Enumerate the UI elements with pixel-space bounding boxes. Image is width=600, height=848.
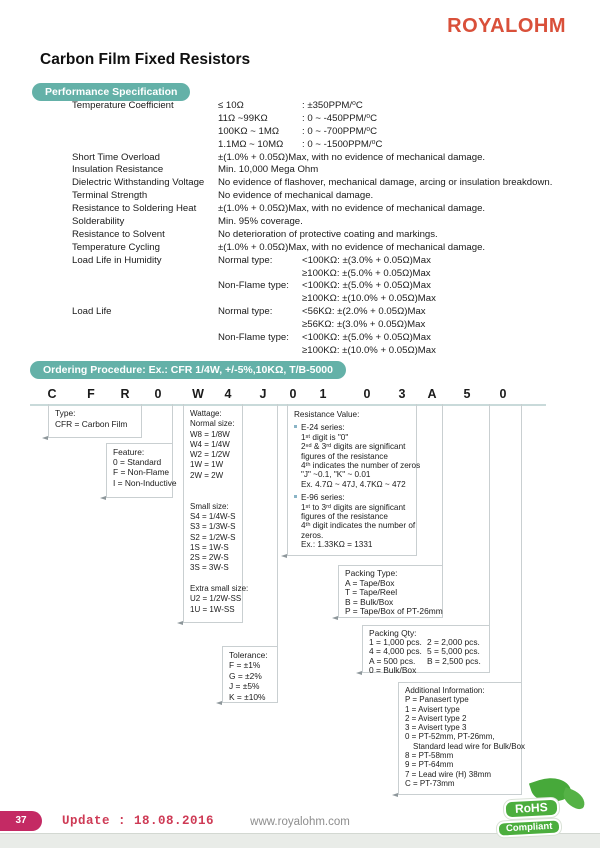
- box-resistance-value: [287, 404, 421, 556]
- box-line: 4ᵗʰ digit indicates the number of: [301, 521, 416, 531]
- spec-row-label: Load Life: [72, 306, 112, 318]
- spec-line: [218, 113, 577, 126]
- box-line: 2S = 2W-S: [190, 553, 229, 563]
- box-line: 3 = Avisert type 3: [405, 723, 467, 733]
- spec-row-values: [218, 242, 577, 255]
- box-line: 1S = 1W-S: [190, 542, 229, 552]
- spec-row: [72, 190, 577, 203]
- box-line: P = Panasert type: [405, 695, 469, 705]
- spec-line: [218, 280, 577, 293]
- spec-condition: Normal type:: [218, 306, 273, 318]
- page-title: Carbon Film Fixed Resistors: [40, 51, 251, 68]
- rohs-compliant-label: Compliant: [497, 818, 562, 837]
- box-line: 8 = PT-58mm: [405, 751, 454, 761]
- spec-row-values: [218, 177, 577, 190]
- box-line: S4 = 1/4W-S: [190, 511, 236, 521]
- spec-line: [218, 126, 577, 139]
- spec-row-values: [218, 255, 577, 307]
- box-line: Packing Type:: [345, 568, 398, 578]
- code-char: 4: [224, 387, 232, 401]
- box-line: 1W = 1W: [190, 460, 224, 470]
- ordering-section-header: Ordering Procedure: Ex.: CFR 1/4W, +/-5%,10KΩ, T/B-5000: [30, 361, 346, 379]
- box-line: Standard lead wire for Bulk/Box: [413, 741, 526, 751]
- spec-line: [218, 242, 577, 255]
- box-line: Type:: [55, 408, 76, 418]
- spec-line: [218, 190, 577, 203]
- spec-row-label: Terminal Strength: [72, 190, 148, 202]
- spec-value: : 0 ~ -1500PPM/⁰C: [302, 138, 383, 150]
- spec-row: [72, 177, 577, 190]
- spec-line: [218, 164, 577, 177]
- spec-row: [72, 203, 577, 216]
- box-line: C = PT-73mm: [405, 778, 455, 788]
- spec-line: [218, 203, 577, 216]
- spec-row: [72, 306, 577, 358]
- spec-row-label: Resistance to Solvent: [72, 228, 165, 240]
- spec-row-values: [218, 306, 577, 358]
- spec-line: [218, 268, 577, 281]
- code-char: 0: [154, 387, 162, 401]
- spec-value: <100KΩ: ±(3.0% + 0.05Ω)Max: [302, 254, 431, 266]
- box-line: Wattage:: [190, 409, 222, 418]
- series-heading-text: E-96 series:: [301, 493, 345, 503]
- box-line: zeros.: [301, 530, 324, 540]
- box-line: 4ᵗʰ indicates the number of zeros: [301, 460, 421, 470]
- spec-line: [218, 177, 577, 190]
- spec-row: [72, 100, 577, 152]
- spec-condition: 1.1MΩ ~ 10MΩ: [218, 138, 284, 150]
- box-line: K = ±10%: [229, 691, 266, 702]
- spec-row-values: [218, 216, 577, 229]
- code-char: C: [47, 387, 57, 401]
- box-wattage: [183, 404, 249, 623]
- spec-line: [218, 293, 577, 306]
- spec-value: <56KΩ: ±(2.0% + 0.05Ω)Max: [302, 306, 426, 318]
- box-line: W2 = 1/2W: [190, 450, 230, 460]
- spec-row-label: Temperature Coefficient: [72, 100, 174, 111]
- spec-row: [72, 216, 577, 229]
- code-char: 0: [289, 387, 297, 401]
- box-line: 1 = Avisert type: [405, 704, 460, 714]
- code-char: 0: [363, 387, 371, 401]
- spec-line: [218, 332, 577, 345]
- qty-option: 1 = 1,000 pcs.: [369, 637, 422, 648]
- qty-option: 2 = 2,000 pcs.: [427, 637, 480, 648]
- box-line: "J" ~0.1, "K" ~ 0.01: [301, 470, 371, 480]
- spec-row: [72, 164, 577, 177]
- box-line: W8 = 1/8W: [190, 429, 230, 439]
- spec-value: ±(1.0% + 0.05Ω)Max, with no evidence of mechanical damage.: [218, 151, 486, 163]
- brand-logo: ROYALOHM: [447, 15, 566, 37]
- spec-line: [218, 345, 577, 358]
- spec-row-label: Short Time Overload: [72, 151, 160, 163]
- box-line: S2 = 1/2W-S: [190, 532, 236, 542]
- box-line: figures of the resistance: [301, 451, 388, 461]
- box-packing-qty: [362, 625, 490, 673]
- connector-line-additional-info: [521, 404, 522, 682]
- box-line: A = Tape/Box: [345, 577, 395, 588]
- connector-line-feature: [172, 404, 173, 443]
- spec-line: [218, 152, 577, 165]
- spec-row-values: [218, 229, 577, 242]
- box-line: 0 = Standard: [113, 457, 162, 468]
- spec-value: ≥100KΩ: ±(5.0% + 0.05Ω)Max: [302, 267, 431, 279]
- box-line: Extra small size:: [190, 584, 249, 594]
- spec-value: Min. 95% coverage.: [218, 216, 303, 228]
- qty-option: 4 = 4,000 pcs.: [369, 646, 422, 657]
- series-heading: [294, 423, 416, 432]
- spec-row-label: Resistance to Soldering Heat: [72, 203, 197, 215]
- spec-row-values: [218, 164, 577, 177]
- spec-line: [218, 319, 577, 332]
- connector-line-packing-type: [442, 404, 443, 565]
- spec-value: ≥100KΩ: ±(10.0% + 0.05Ω)Max: [302, 344, 436, 356]
- box-line: Tolerance:: [229, 650, 268, 660]
- spec-line: [218, 255, 577, 268]
- box-line: F = Non-Flame: [113, 467, 170, 478]
- box-line: Feature:: [113, 447, 145, 457]
- box-type: [48, 404, 142, 438]
- spec-value: <100KΩ: ±(5.0% + 0.05Ω)Max: [302, 332, 431, 344]
- box-line: Ex. 4.7Ω ~ 47J, 4.7KΩ ~ 472: [301, 479, 406, 489]
- code-char: R: [120, 387, 130, 401]
- box-line: 1ˢᵗ digit is "0": [301, 432, 349, 442]
- code-char: 1: [319, 387, 327, 401]
- bullet-icon: [294, 495, 297, 498]
- code-char: 0: [499, 387, 507, 401]
- connector-line-tolerance: [277, 404, 278, 646]
- box-line: figures of the resistance: [301, 511, 388, 521]
- rohs-logo: [496, 779, 591, 845]
- series-heading-text: E-24 series:: [301, 423, 345, 433]
- spec-row-label: Dielectric Withstanding Voltage: [72, 177, 205, 189]
- code-char: J: [259, 387, 267, 401]
- spec-value: <100KΩ: ±(5.0% + 0.05Ω)Max: [302, 280, 431, 292]
- box-line: 1U = 1W-SS: [190, 604, 235, 614]
- spec-row-values: [218, 190, 577, 203]
- spec-condition: Non-Flame type:: [218, 332, 289, 344]
- qty-option: 5 = 5,000 pcs.: [427, 646, 480, 657]
- spec-row-values: [218, 152, 577, 165]
- spec-value: Min. 10,000 Mega Ohm: [218, 164, 319, 176]
- box-line: Resistance Value:: [294, 410, 360, 419]
- spec-row-label: Solderability: [72, 216, 125, 228]
- spec-line: [218, 216, 577, 229]
- box-line: 2ⁿᵈ & 3ʳᵈ digits are significant: [301, 442, 406, 452]
- spec-value: No evidence of mechanical damage.: [218, 190, 374, 202]
- box-line: 1ˢᵗ to 3ʳᵈ digits are significant: [301, 502, 406, 512]
- spec-value: No evidence of flashover, mechanical damage, arcing or insulation breakdown.: [218, 177, 553, 189]
- spec-value: No deterioration of protective coating and markings.: [218, 228, 438, 240]
- box-line: CFR = Carbon Film: [55, 418, 128, 429]
- spec-condition: Normal type:: [218, 254, 273, 266]
- spec-line: [218, 229, 577, 242]
- spec-line: [218, 306, 577, 319]
- box-packing-type: [338, 565, 443, 618]
- spec-condition: 100KΩ ~ 1MΩ: [218, 125, 280, 137]
- box-tolerance: [222, 646, 278, 703]
- box-line: Ex.: 1.33KΩ = 1331: [301, 540, 373, 550]
- box-line: 3S = 3W-S: [190, 563, 229, 573]
- spec-row-values: [218, 100, 577, 152]
- performance-section-header: Performance Specification: [32, 83, 190, 101]
- code-char: A: [427, 387, 437, 401]
- code-char: 5: [463, 387, 471, 401]
- website-url: www.royalohm.com: [250, 816, 350, 828]
- box-line: S3 = 1/3W-S: [190, 522, 236, 532]
- box-line: Packing Qty:: [369, 628, 417, 638]
- spec-row-label: Temperature Cycling: [72, 241, 160, 253]
- code-char: 3: [398, 387, 406, 401]
- box-line: U2 = 1/2W-SS: [190, 594, 242, 604]
- box-line: G = ±2%: [229, 670, 262, 681]
- qty-option: A = 500 pcs.: [369, 655, 416, 666]
- qty-option: B = 2,500 pcs.: [427, 655, 481, 666]
- page-number-badge: 37: [0, 811, 42, 831]
- box-line: J = ±5%: [229, 681, 260, 692]
- box-line: Additional Information:: [405, 686, 485, 695]
- box-line: F = ±1%: [229, 660, 261, 671]
- box-line: I = Non-Inductive: [113, 477, 177, 488]
- spec-value: : 0 ~ -450PPM/⁰C: [302, 112, 378, 124]
- spec-row: [72, 229, 577, 242]
- code-char: F: [87, 387, 95, 401]
- spec-condition: ≤ 10Ω: [218, 100, 244, 111]
- spec-row-label: Insulation Resistance: [72, 164, 164, 176]
- box-line: Normal size:: [190, 419, 235, 429]
- spec-value: ≥100KΩ: ±(10.0% + 0.05Ω)Max: [302, 293, 436, 305]
- box-line: W4 = 1/4W: [190, 439, 230, 449]
- code-char: W: [192, 387, 204, 401]
- spec-value: ±(1.0% + 0.05Ω)Max, with no evidence of mechanical damage.: [218, 203, 486, 215]
- spec-table: [72, 100, 577, 358]
- connector-line-packing-qty: [489, 404, 490, 625]
- spec-value: ≥56KΩ: ±(3.0% + 0.05Ω)Max: [302, 319, 426, 331]
- box-line: 2 = Avisert type 2: [405, 713, 467, 723]
- spec-line: [218, 139, 577, 152]
- leaf-icon: [560, 787, 588, 811]
- box-line: T = Tape/Reel: [345, 587, 398, 598]
- box-line: B = Bulk/Box: [345, 596, 394, 607]
- box-line: P = Tape/Box of PT-26mm: [345, 606, 443, 617]
- qty-option: 0 = Bulk/Box: [369, 664, 417, 675]
- box-line: [190, 491, 242, 501]
- rohs-label: RoHS: [504, 798, 560, 820]
- spec-value: : 0 ~ -700PPM/⁰C: [302, 125, 378, 137]
- spec-row: [72, 255, 577, 307]
- box-line: [369, 666, 489, 675]
- series-heading: [294, 493, 416, 502]
- update-date: Update : 18.08.2016: [62, 814, 215, 828]
- box-line: Small size:: [190, 501, 229, 511]
- spec-row-label: Load Life in Humidity: [72, 254, 162, 266]
- spec-row: [72, 152, 577, 165]
- box-feature: [106, 443, 177, 498]
- box-line: [190, 481, 242, 491]
- bullet-icon: [294, 425, 297, 428]
- box-line: 2W = 2W: [190, 470, 224, 480]
- box-line: 0 = PT-52mm, PT-26mm,: [405, 732, 495, 742]
- spec-value: : ±350PPM/⁰C: [302, 100, 363, 111]
- spec-value: ±(1.0% + 0.05Ω)Max, with no evidence of mechanical damage.: [218, 241, 486, 253]
- spec-line: [218, 100, 577, 113]
- spec-condition: Non-Flame type:: [218, 280, 289, 292]
- box-line: [190, 574, 242, 584]
- spec-row: [72, 242, 577, 255]
- box-line: 9 = PT-64mm: [405, 760, 454, 770]
- box-line: 7 = Lead wire (H) 38mm: [405, 769, 492, 779]
- spec-condition: 11Ω ~99KΩ: [218, 112, 268, 124]
- spec-row-values: [218, 203, 577, 216]
